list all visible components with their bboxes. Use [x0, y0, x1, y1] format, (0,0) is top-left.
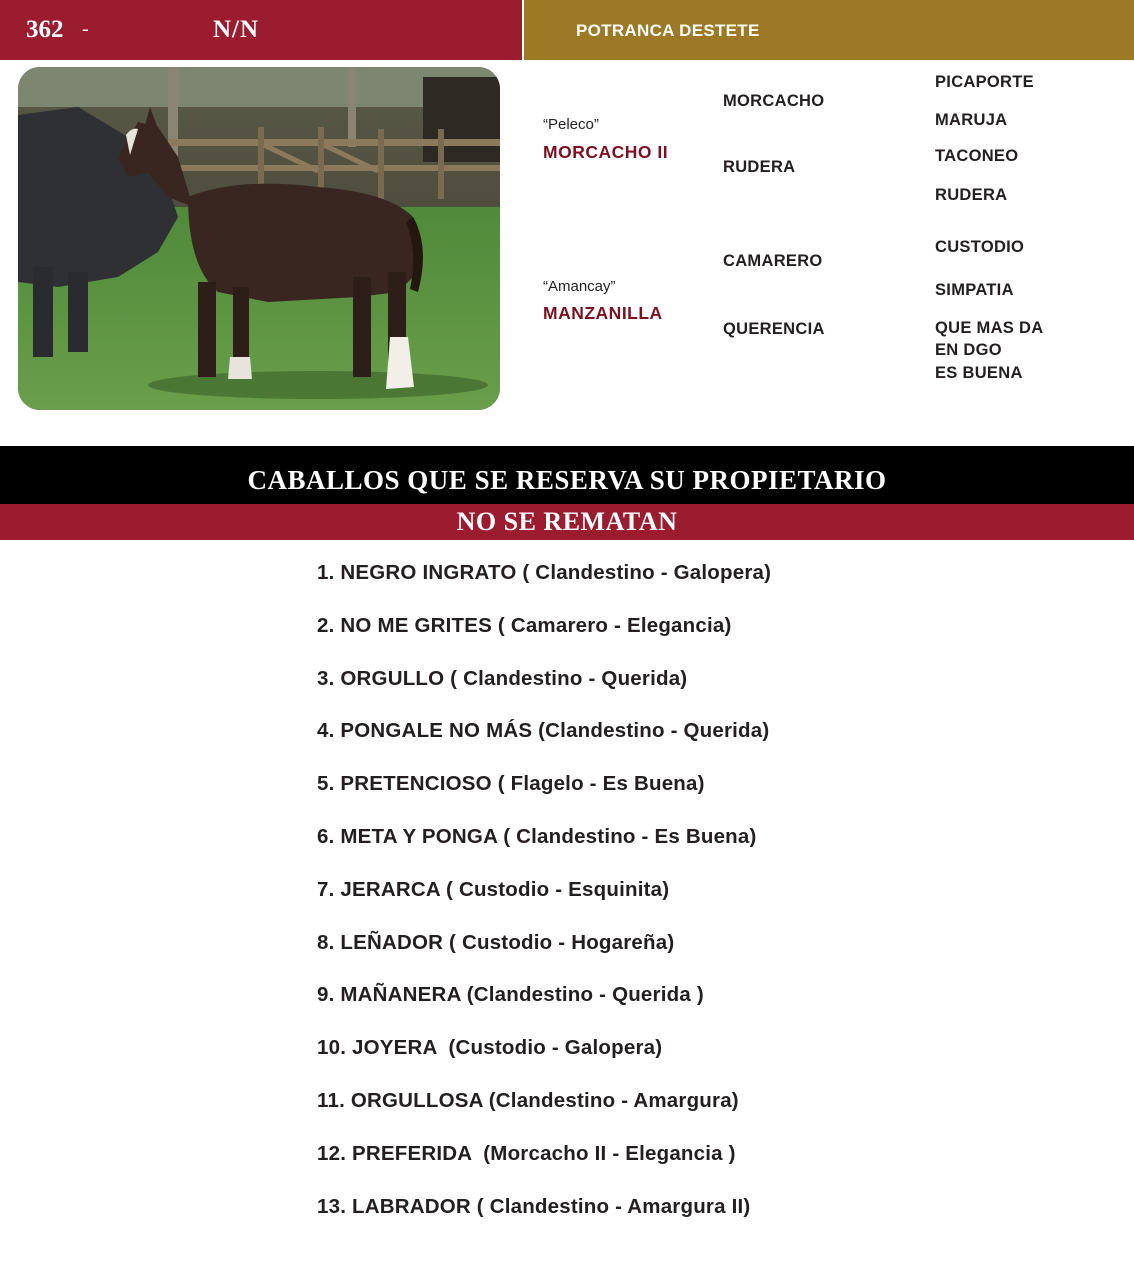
list-item: 11. ORGULLOSA (Clandestino - Amargura): [317, 1088, 739, 1112]
category-box: [524, 0, 1134, 60]
horse-photo: [18, 67, 500, 410]
paternal-granddam: RUDERA: [723, 158, 796, 176]
dam-nickname: “Amancay”: [543, 278, 616, 295]
lot-header: [0, 0, 1134, 60]
lot-dash: -: [82, 18, 89, 40]
great-grandparent: PICAPORTE: [935, 73, 1034, 91]
list-item: 6. META Y PONGA ( Clandestino - Es Buena): [317, 824, 757, 848]
paternal-grandsire: MORCACHO: [723, 92, 825, 110]
foal-image: [18, 67, 500, 410]
list-item: 1. NEGRO INGRATO ( Clandestino - Galopera): [317, 561, 772, 584]
reserved-title: CABALLOS QUE SE RESERVA SU PROPIETARIO: [247, 465, 887, 495]
list-item: 4. PONGALE NO MÁS (Clandestino - Querida): [317, 719, 770, 743]
great-grandparent: QUE MAS DA: [935, 319, 1044, 337]
lot-category: POTRANCA DESTETE: [576, 21, 760, 40]
lot-name: N/N: [213, 16, 260, 43]
reserved-horses-list: [317, 561, 771, 1247]
great-grandparent: CUSTODIO: [935, 238, 1025, 256]
list-item: 5. PRETENCIOSO ( Flagelo - Es Buena): [317, 772, 705, 796]
list-item: 10. JOYERA (Custodio - Galopera): [317, 1036, 663, 1060]
sire-nickname: “Peleco”: [543, 116, 599, 133]
list-item: 2. NO ME GRITES ( Camarero - Elegancia): [317, 613, 732, 637]
maternal-grandsire: CAMARERO: [723, 252, 823, 270]
great-grandparent: TACONEO: [935, 147, 1019, 165]
lot-number: 362: [26, 16, 64, 43]
maternal-granddam: QUERENCIA: [723, 320, 825, 338]
list-item: 7. JERARCA ( Custodio - Esquinita): [317, 877, 670, 901]
list-item: 8. LEÑADOR ( Custodio - Hogareña): [317, 930, 675, 954]
great-grandparent: ES BUENA: [935, 364, 1023, 382]
great-grandparent: SIMPATIA: [935, 281, 1014, 299]
not-auctioned-banner: [0, 504, 1134, 540]
list-item: 13. LABRADOR ( Clandestino - Amargura II): [317, 1194, 751, 1218]
lot-number-box: [0, 0, 522, 60]
list-item: 9. MAÑANERA (Clandestino - Querida ): [317, 983, 704, 1007]
list-item: 12. PREFERIDA (Morcacho II - Elegancia ): [317, 1141, 736, 1165]
list-item: 3. ORGULLO ( Clandestino - Querida): [317, 666, 688, 690]
dam-name: MANZANILLA: [543, 303, 663, 323]
reserved-banner: [0, 446, 1134, 504]
great-grandparent: RUDERA: [935, 186, 1008, 204]
sire-name: MORCACHO II: [543, 142, 669, 162]
great-grandparent: MARUJA: [935, 111, 1008, 129]
great-grandparent: EN DGO: [935, 341, 1002, 359]
reserved-subtitle: NO SE REMATAN: [456, 507, 678, 536]
